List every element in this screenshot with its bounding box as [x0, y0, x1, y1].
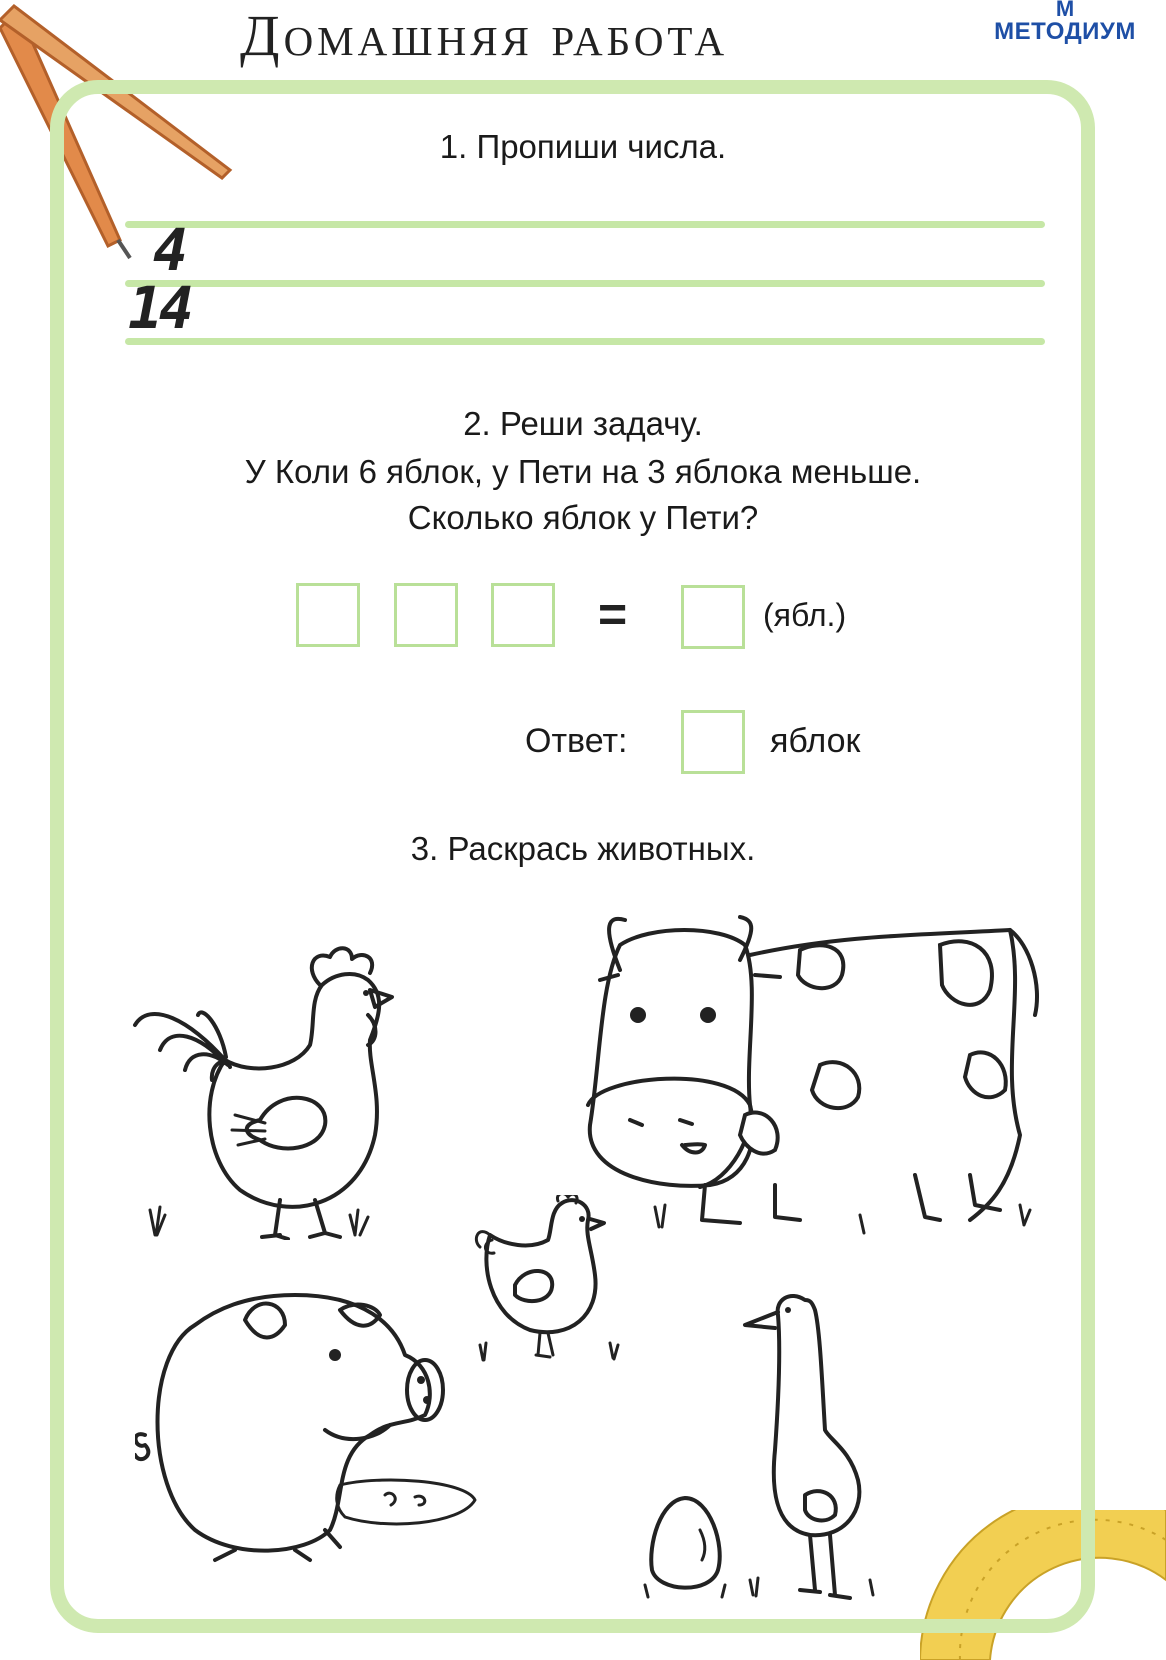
equals-sign: = [598, 586, 628, 642]
task3-heading: 3. Раскрась животных. [410, 830, 756, 867]
task2-heading: 2. Реши задачу. [463, 405, 703, 442]
operator-box[interactable] [394, 583, 458, 647]
chick-illustration [470, 1195, 640, 1370]
answer-box[interactable] [296, 583, 360, 647]
answer-label: Ответ: [525, 722, 628, 760]
problem-text-line: У Коли 6 яблок, у Пети на 3 яблока меньше. [244, 453, 922, 490]
brand-logo [990, 0, 1140, 46]
sample-number: 4 [153, 216, 184, 284]
writing-line [125, 280, 1045, 287]
page-title: Домашняя работа [240, 3, 729, 68]
logo-text: МЕТОДИУМ [994, 18, 1136, 45]
cow-illustration [580, 905, 1050, 1235]
sample-number: 14 [128, 274, 190, 342]
task1-heading: 1. Пропиши числа. [439, 128, 727, 165]
final-answer-box[interactable] [681, 710, 745, 774]
result-box[interactable] [681, 585, 745, 649]
answer-unit-label: яблок [770, 722, 861, 760]
answer-box[interactable] [491, 583, 555, 647]
writing-line [125, 221, 1045, 228]
egg-illustration [640, 1490, 735, 1600]
pig-illustration [135, 1285, 495, 1565]
rooster-illustration [130, 945, 430, 1240]
writing-line [125, 338, 1045, 345]
problem-text-line: Сколько яблок у Пети? [407, 499, 759, 536]
unit-label: (ябл.) [763, 597, 847, 633]
logo-mark: М [1055, 0, 1075, 21]
goose-illustration [730, 1280, 890, 1610]
